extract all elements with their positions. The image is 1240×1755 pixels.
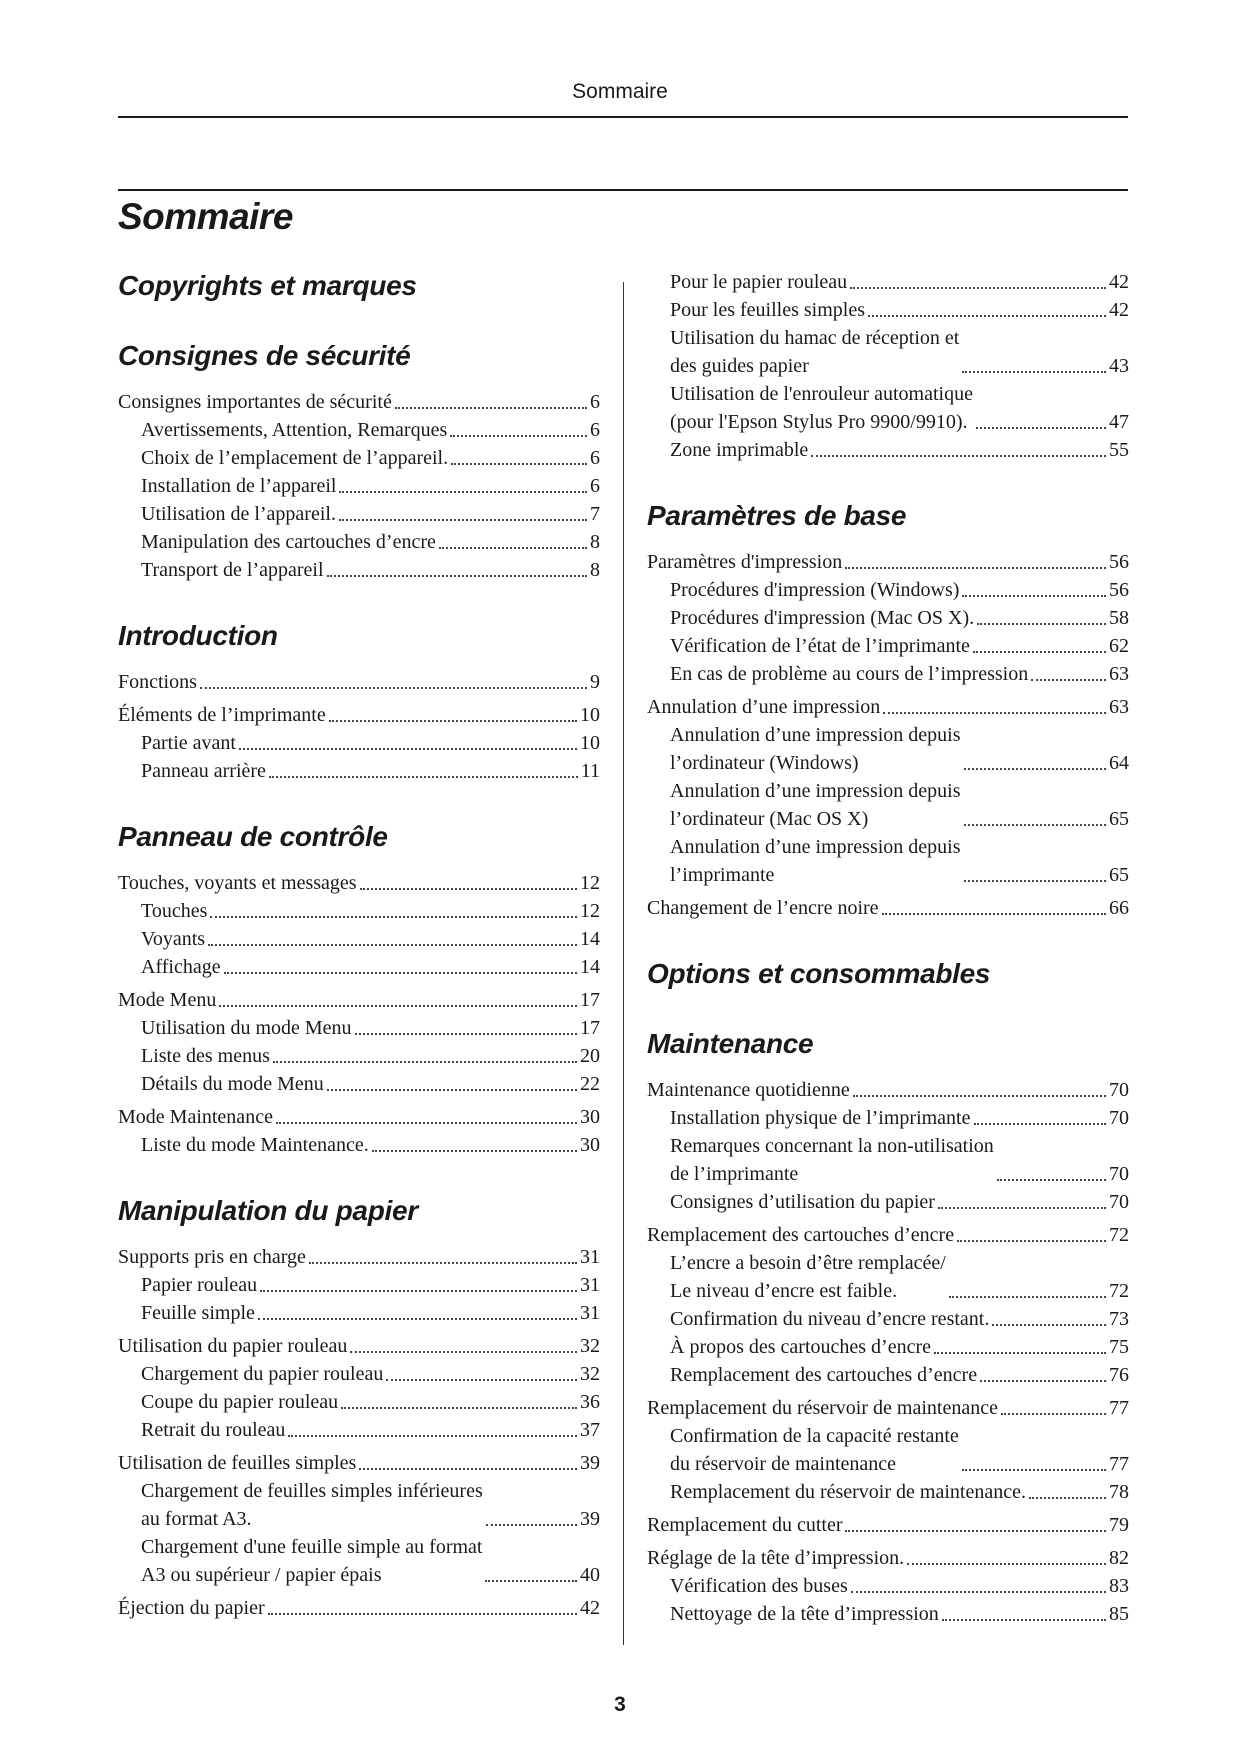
toc-entry-title: Partie avant bbox=[141, 732, 236, 754]
toc-entry[interactable] bbox=[647, 1333, 1129, 1361]
toc-entry[interactable] bbox=[647, 1600, 1129, 1628]
toc-page-number: 30 bbox=[580, 1106, 600, 1128]
toc-entry[interactable] bbox=[647, 693, 1129, 721]
toc-entry[interactable] bbox=[647, 1076, 1129, 1104]
toc-page-number: 66 bbox=[1109, 897, 1129, 919]
toc-page-number: 39 bbox=[580, 1508, 600, 1530]
toc-entry[interactable] bbox=[118, 556, 600, 584]
toc-entry[interactable] bbox=[647, 380, 1129, 436]
toc-page-number: 79 bbox=[1109, 1514, 1129, 1536]
dot-leader bbox=[992, 1323, 1106, 1326]
toc-entry-title: Panneau arrière bbox=[141, 760, 266, 782]
toc-entry[interactable] bbox=[647, 604, 1129, 632]
dot-leader bbox=[451, 462, 587, 465]
toc-page-number: 11 bbox=[580, 760, 600, 782]
dot-leader bbox=[341, 1406, 577, 1409]
dot-leader bbox=[273, 1060, 577, 1063]
toc-entry-title: Manipulation des cartouches d’encre bbox=[141, 531, 436, 553]
toc-entry-title: Éjection du papier bbox=[118, 1597, 265, 1619]
toc-entry[interactable] bbox=[118, 1271, 600, 1299]
dot-leader bbox=[224, 971, 577, 974]
toc-page-number: 42 bbox=[1109, 271, 1129, 293]
toc-entry[interactable] bbox=[647, 632, 1129, 660]
dot-leader bbox=[395, 406, 587, 409]
dot-leader bbox=[269, 775, 578, 778]
toc-entry[interactable] bbox=[118, 1070, 600, 1098]
dot-leader bbox=[980, 1379, 1106, 1382]
toc-entry[interactable] bbox=[118, 1388, 600, 1416]
dot-leader bbox=[962, 370, 1106, 373]
section-heading: Consignes de sécurité bbox=[118, 340, 411, 371]
dot-leader bbox=[268, 1612, 577, 1615]
toc-page-number: 77 bbox=[1109, 1397, 1129, 1419]
toc-page-number: 76 bbox=[1109, 1364, 1129, 1386]
toc-page-number: 42 bbox=[1109, 299, 1129, 321]
toc-page-number: 83 bbox=[1109, 1575, 1129, 1597]
dot-leader bbox=[964, 767, 1106, 770]
dot-leader bbox=[276, 1121, 577, 1124]
toc-page-number: 6 bbox=[590, 419, 600, 441]
toc-entry[interactable] bbox=[118, 701, 600, 729]
dot-leader bbox=[260, 1289, 577, 1292]
toc-page-number: 73 bbox=[1109, 1308, 1129, 1330]
dot-leader bbox=[962, 1468, 1106, 1471]
dot-leader bbox=[450, 434, 587, 437]
page-number: 3 bbox=[614, 1693, 626, 1716]
toc-entry[interactable] bbox=[647, 1478, 1129, 1506]
toc-entry-title: Utilisation du hamac de réception et des guides papier bbox=[670, 327, 960, 377]
running-header: Sommaire bbox=[572, 80, 668, 103]
section-heading: Panneau de contrôle bbox=[118, 821, 388, 852]
dot-leader bbox=[309, 1261, 577, 1264]
toc-entry[interactable] bbox=[118, 953, 600, 981]
dot-leader bbox=[976, 426, 1106, 429]
toc-entry-title: Annulation d’une impression bbox=[647, 696, 881, 718]
toc-entry-title: Remplacement du réservoir de maintenance bbox=[647, 1397, 998, 1419]
toc-entry[interactable] bbox=[118, 897, 600, 925]
dot-leader bbox=[851, 1590, 1106, 1593]
toc-entry[interactable] bbox=[647, 268, 1129, 296]
toc-entry[interactable] bbox=[118, 869, 600, 897]
toc-entry-title: Coupe du papier rouleau bbox=[141, 1391, 339, 1413]
toc-page-number: 30 bbox=[580, 1134, 600, 1156]
title-rule bbox=[118, 189, 1128, 191]
toc-entry-title: Feuille simple bbox=[141, 1302, 255, 1324]
toc-page-number: 82 bbox=[1109, 1547, 1129, 1569]
toc-page-number: 8 bbox=[590, 559, 600, 581]
toc-entry-title: Remplacement des cartouches d’encre bbox=[670, 1364, 978, 1386]
toc-entry-title: Liste du mode Maintenance. bbox=[141, 1134, 369, 1156]
toc-page-number: 70 bbox=[1109, 1163, 1129, 1185]
toc-entry[interactable] bbox=[647, 1305, 1129, 1333]
toc-entry[interactable] bbox=[118, 1594, 600, 1622]
toc-entry-title: Utilisation de l’appareil. bbox=[141, 503, 336, 525]
toc-entry[interactable] bbox=[118, 1416, 600, 1444]
toc-entry-title: En cas de problème au cours de l’impression bbox=[670, 663, 1029, 685]
toc-page-number: 6 bbox=[590, 391, 600, 413]
toc-entry-title: Avertissements, Attention, Remarques bbox=[141, 419, 448, 441]
toc-page-number: 36 bbox=[580, 1391, 600, 1413]
toc-page-number: 32 bbox=[580, 1335, 600, 1357]
toc-entry-title: Utilisation de feuilles simples bbox=[118, 1452, 357, 1474]
toc-entry-title: Touches, voyants et messages bbox=[118, 872, 357, 894]
toc-entry-title: Mode Menu bbox=[118, 989, 217, 1011]
toc-page-number: 14 bbox=[580, 956, 600, 978]
toc-entry-title: Paramètres d'impression bbox=[647, 551, 843, 573]
dot-leader bbox=[977, 622, 1106, 625]
dot-leader bbox=[964, 823, 1106, 826]
toc-page-number: 77 bbox=[1109, 1453, 1129, 1475]
dot-leader bbox=[339, 518, 587, 521]
toc-entry-title: Pour les feuilles simples bbox=[670, 299, 865, 321]
toc-entry-title: Utilisation du papier rouleau bbox=[118, 1335, 348, 1357]
toc-entry-title: Mode Maintenance bbox=[118, 1106, 273, 1128]
dot-leader bbox=[845, 566, 1106, 569]
toc-page-number: 10 bbox=[580, 704, 600, 726]
toc-page-number: 17 bbox=[580, 1017, 600, 1039]
toc-entry-title: Annulation d’une impression depuis l’ordinateur (Mac OS X) bbox=[670, 780, 961, 830]
toc-entry-title: Fonctions bbox=[118, 671, 197, 693]
toc-entry-title: Liste des menus bbox=[141, 1045, 270, 1067]
toc-page-number: 78 bbox=[1109, 1481, 1129, 1503]
toc-entry-title: Remplacement du cutter bbox=[647, 1514, 843, 1536]
toc-entry[interactable] bbox=[118, 729, 600, 757]
toc-entry-title: Choix de l’emplacement de l’appareil. bbox=[141, 447, 449, 469]
toc-entry-list bbox=[647, 1076, 1129, 1628]
toc-entry[interactable] bbox=[118, 757, 600, 785]
toc-page-number: 20 bbox=[580, 1045, 600, 1067]
toc-entry-title: Remarques concernant la non-utilisation de l’imprimante bbox=[670, 1135, 994, 1185]
toc-entry-title: Procédures d'impression (Mac OS X). bbox=[670, 607, 975, 629]
toc-page-number: 9 bbox=[590, 671, 600, 693]
toc-page-number: 58 bbox=[1109, 607, 1129, 629]
toc-entry-title: À propos des cartouches d’encre bbox=[670, 1336, 932, 1358]
dot-leader bbox=[355, 1032, 577, 1035]
toc-entry-title: Papier rouleau bbox=[141, 1274, 258, 1296]
toc-page-number: 62 bbox=[1109, 635, 1129, 657]
toc-entry[interactable] bbox=[647, 1544, 1129, 1572]
toc-entry[interactable] bbox=[647, 548, 1129, 576]
section-heading: Copyrights et marques bbox=[118, 270, 417, 301]
toc-entry-title: Changement de l’encre noire bbox=[647, 897, 879, 919]
toc-entry[interactable] bbox=[118, 1299, 600, 1327]
toc-page-number: 17 bbox=[580, 989, 600, 1011]
toc-page-number: 70 bbox=[1109, 1079, 1129, 1101]
toc-entry-title: Remplacement du réservoir de maintenance. bbox=[670, 1481, 1026, 1503]
dot-leader bbox=[239, 747, 577, 750]
section-heading: Maintenance bbox=[647, 1028, 814, 1059]
toc-page-number: 64 bbox=[1109, 752, 1129, 774]
toc-entry[interactable] bbox=[118, 1449, 600, 1477]
toc-entry-title: Consignes importantes de sécurité bbox=[118, 391, 392, 413]
toc-right-column bbox=[647, 268, 1129, 1628]
toc-entry[interactable] bbox=[118, 1332, 600, 1360]
toc-entry-title: Utilisation de l'enrouleur automatique (pour l'Epson Stylus Pro 9900/9910). bbox=[670, 383, 973, 433]
toc-entry[interactable] bbox=[647, 1221, 1129, 1249]
dot-leader bbox=[339, 490, 587, 493]
toc-page-number: 55 bbox=[1109, 439, 1129, 461]
toc-page-number: 72 bbox=[1109, 1280, 1129, 1302]
toc-entry[interactable] bbox=[647, 1422, 1129, 1478]
toc-entry[interactable] bbox=[647, 660, 1129, 688]
toc-page-number: 85 bbox=[1109, 1603, 1129, 1625]
toc-page-number: 65 bbox=[1109, 808, 1129, 830]
toc-entry-list bbox=[647, 548, 1129, 922]
dot-leader bbox=[964, 879, 1106, 882]
toc-entry-title: Zone imprimable bbox=[670, 439, 809, 461]
toc-entry-title: L’encre a besoin d’être remplacée/ Le niveau d’encre est faible. bbox=[670, 1252, 946, 1302]
toc-entry-title: Remplacement des cartouches d’encre bbox=[647, 1224, 955, 1246]
dot-leader bbox=[208, 943, 577, 946]
toc-entry[interactable] bbox=[118, 1533, 600, 1589]
toc-entry-title: Affichage bbox=[141, 956, 221, 978]
toc-entry[interactable] bbox=[647, 296, 1129, 324]
toc-page-number: 31 bbox=[580, 1246, 600, 1268]
toc-entry[interactable] bbox=[118, 1014, 600, 1042]
dot-leader bbox=[1029, 1496, 1106, 1499]
toc-page-number: 63 bbox=[1109, 696, 1129, 718]
toc-entry-title: Annulation d’une impression depuis l’imprimante bbox=[670, 836, 961, 886]
toc-entry[interactable] bbox=[647, 1104, 1129, 1132]
toc-entry[interactable] bbox=[647, 1132, 1129, 1188]
dot-leader bbox=[934, 1351, 1106, 1354]
toc-page-number: 70 bbox=[1109, 1107, 1129, 1129]
dot-leader bbox=[850, 286, 1106, 289]
toc-entry-title: Installation physique de l’imprimante bbox=[670, 1107, 971, 1129]
toc-entry-list bbox=[118, 668, 600, 785]
dot-leader bbox=[974, 1122, 1107, 1125]
toc-entry[interactable] bbox=[647, 721, 1129, 777]
dot-leader bbox=[907, 1562, 1106, 1565]
dot-leader bbox=[1031, 678, 1106, 681]
dot-leader bbox=[997, 1178, 1106, 1181]
toc-entry-title: Supports pris en charge bbox=[118, 1246, 306, 1268]
toc-entry[interactable] bbox=[647, 1249, 1129, 1305]
page-title: Sommaire bbox=[118, 196, 293, 237]
toc-page-number: 31 bbox=[580, 1302, 600, 1324]
toc-entry[interactable] bbox=[118, 388, 600, 416]
toc-entry[interactable] bbox=[118, 668, 600, 696]
toc-entry-list bbox=[118, 869, 600, 1159]
section-heading: Options et consommables bbox=[647, 958, 991, 989]
toc-page-number: 47 bbox=[1109, 411, 1129, 433]
toc-page-number: 40 bbox=[580, 1564, 600, 1586]
toc-entry-list bbox=[118, 388, 600, 584]
dot-leader bbox=[949, 1295, 1106, 1298]
toc-entry-title: Confirmation de la capacité restante du réservoir de maintenance bbox=[670, 1425, 959, 1475]
toc-entry-title: Voyants bbox=[141, 928, 206, 950]
toc-entry[interactable] bbox=[647, 1394, 1129, 1422]
toc-page-number: 75 bbox=[1109, 1336, 1129, 1358]
toc-entry-title: Éléments de l’imprimante bbox=[118, 704, 326, 726]
dot-leader bbox=[327, 574, 587, 577]
toc-entry[interactable] bbox=[118, 1131, 600, 1159]
toc-entry[interactable] bbox=[118, 1243, 600, 1271]
toc-page-number: 8 bbox=[590, 531, 600, 553]
toc-entry-title: Touches bbox=[141, 900, 208, 922]
toc-entry-title: Maintenance quotidienne bbox=[647, 1079, 850, 1101]
toc-entry-title: Vérification des buses bbox=[670, 1575, 848, 1597]
toc-entry[interactable] bbox=[647, 324, 1129, 380]
toc-entry-title: Installation de l’appareil bbox=[141, 475, 337, 497]
toc-page-number: 56 bbox=[1109, 551, 1129, 573]
dot-leader bbox=[486, 1523, 577, 1526]
toc-page-number: 65 bbox=[1109, 864, 1129, 886]
dot-leader bbox=[485, 1579, 577, 1582]
toc-entry-title: Chargement du papier rouleau bbox=[141, 1363, 384, 1385]
toc-entry[interactable] bbox=[118, 1477, 600, 1533]
toc-page-number: 43 bbox=[1109, 355, 1129, 377]
dot-leader bbox=[386, 1378, 577, 1381]
dot-leader bbox=[962, 594, 1106, 597]
dot-leader bbox=[288, 1434, 577, 1437]
dot-leader bbox=[219, 1004, 577, 1007]
dot-leader bbox=[350, 1350, 577, 1353]
toc-page-number: 7 bbox=[590, 503, 600, 525]
dot-leader bbox=[258, 1317, 577, 1320]
toc-entry-title: Annulation d’une impression depuis l’ordinateur (Windows) bbox=[670, 724, 961, 774]
toc-entry-title: Consignes d’utilisation du papier bbox=[670, 1191, 935, 1213]
toc-entry-title: Réglage de la tête d’impression. bbox=[647, 1547, 905, 1569]
toc-entry-title: Procédures d'impression (Windows) bbox=[670, 579, 960, 601]
toc-entry-list bbox=[647, 268, 1129, 464]
toc-entry-title: Confirmation du niveau d’encre restant. bbox=[670, 1308, 990, 1330]
toc-entry[interactable] bbox=[647, 1511, 1129, 1539]
section-heading: Manipulation du papier bbox=[118, 1195, 418, 1226]
toc-entry-list bbox=[118, 1243, 600, 1622]
toc-page-number: 56 bbox=[1109, 579, 1129, 601]
toc-page-number: 32 bbox=[580, 1363, 600, 1385]
toc-entry-title: Chargement d'une feuille simple au format A3 ou supérieur / papier épais bbox=[141, 1536, 483, 1586]
toc-entry[interactable] bbox=[118, 472, 600, 500]
toc-entry[interactable] bbox=[118, 1103, 600, 1131]
toc-page-number: 12 bbox=[580, 900, 600, 922]
toc-entry[interactable] bbox=[647, 1361, 1129, 1389]
toc-entry[interactable] bbox=[647, 1188, 1129, 1216]
dot-leader bbox=[882, 912, 1106, 915]
toc-page-number: 39 bbox=[580, 1452, 600, 1474]
toc-entry[interactable] bbox=[647, 833, 1129, 889]
dot-leader bbox=[439, 546, 587, 549]
toc-page-number: 42 bbox=[580, 1597, 600, 1619]
dot-leader bbox=[811, 454, 1106, 457]
section-heading: Introduction bbox=[118, 620, 278, 651]
toc-page-number: 12 bbox=[580, 872, 600, 894]
toc-entry-title: Retrait du rouleau bbox=[141, 1419, 286, 1441]
dot-leader bbox=[359, 1467, 577, 1470]
dot-leader bbox=[973, 650, 1106, 653]
toc-page-number: 31 bbox=[580, 1274, 600, 1296]
toc-page-number: 6 bbox=[590, 475, 600, 497]
toc-entry[interactable] bbox=[118, 528, 600, 556]
column-divider bbox=[623, 282, 624, 1645]
dot-leader bbox=[200, 686, 587, 689]
toc-entry[interactable] bbox=[118, 416, 600, 444]
section-heading: Paramètres de base bbox=[647, 500, 907, 531]
dot-leader bbox=[957, 1239, 1106, 1242]
toc-entry-title: Pour le papier rouleau bbox=[670, 271, 848, 293]
toc-entry[interactable] bbox=[118, 986, 600, 1014]
dot-leader bbox=[868, 314, 1106, 317]
toc-entry[interactable] bbox=[118, 1360, 600, 1388]
toc-entry[interactable] bbox=[647, 894, 1129, 922]
toc-page-number: 37 bbox=[580, 1419, 600, 1441]
dot-leader bbox=[372, 1149, 577, 1152]
dot-leader bbox=[845, 1529, 1106, 1532]
toc-entry-title: Nettoyage de la tête d’impression bbox=[670, 1603, 939, 1625]
toc-entry[interactable] bbox=[118, 925, 600, 953]
header-rule bbox=[118, 116, 1128, 118]
dot-leader bbox=[327, 1088, 577, 1091]
toc-page-number: 22 bbox=[580, 1073, 600, 1095]
dot-leader bbox=[938, 1206, 1106, 1209]
dot-leader bbox=[853, 1094, 1106, 1097]
toc-left-column bbox=[118, 268, 600, 1622]
toc-entry[interactable] bbox=[647, 576, 1129, 604]
dot-leader bbox=[942, 1618, 1106, 1621]
toc-entry[interactable] bbox=[647, 1572, 1129, 1600]
dot-leader bbox=[1001, 1412, 1106, 1415]
toc-entry-title: Détails du mode Menu bbox=[141, 1073, 324, 1095]
dot-leader bbox=[883, 711, 1106, 714]
toc-entry-title: Vérification de l’état de l’imprimante bbox=[670, 635, 970, 657]
dot-leader bbox=[329, 719, 577, 722]
toc-entry-title: Chargement de feuilles simples inférieures au format A3. bbox=[141, 1480, 483, 1530]
toc-page-number: 10 bbox=[580, 732, 600, 754]
toc-entry[interactable] bbox=[647, 777, 1129, 833]
toc-entry-title: Utilisation du mode Menu bbox=[141, 1017, 352, 1039]
dot-leader bbox=[210, 915, 577, 918]
toc-entry[interactable] bbox=[118, 500, 600, 528]
toc-entry[interactable] bbox=[118, 1042, 600, 1070]
toc-page-number: 14 bbox=[580, 928, 600, 950]
toc-entry[interactable] bbox=[647, 436, 1129, 464]
toc-page-number: 63 bbox=[1109, 663, 1129, 685]
toc-page-number: 70 bbox=[1109, 1191, 1129, 1213]
toc-page-number: 72 bbox=[1109, 1224, 1129, 1246]
dot-leader bbox=[360, 887, 577, 890]
toc-page-number: 6 bbox=[590, 447, 600, 469]
toc-entry-title: Transport de l’appareil bbox=[141, 559, 324, 581]
toc-entry[interactable] bbox=[118, 444, 600, 472]
